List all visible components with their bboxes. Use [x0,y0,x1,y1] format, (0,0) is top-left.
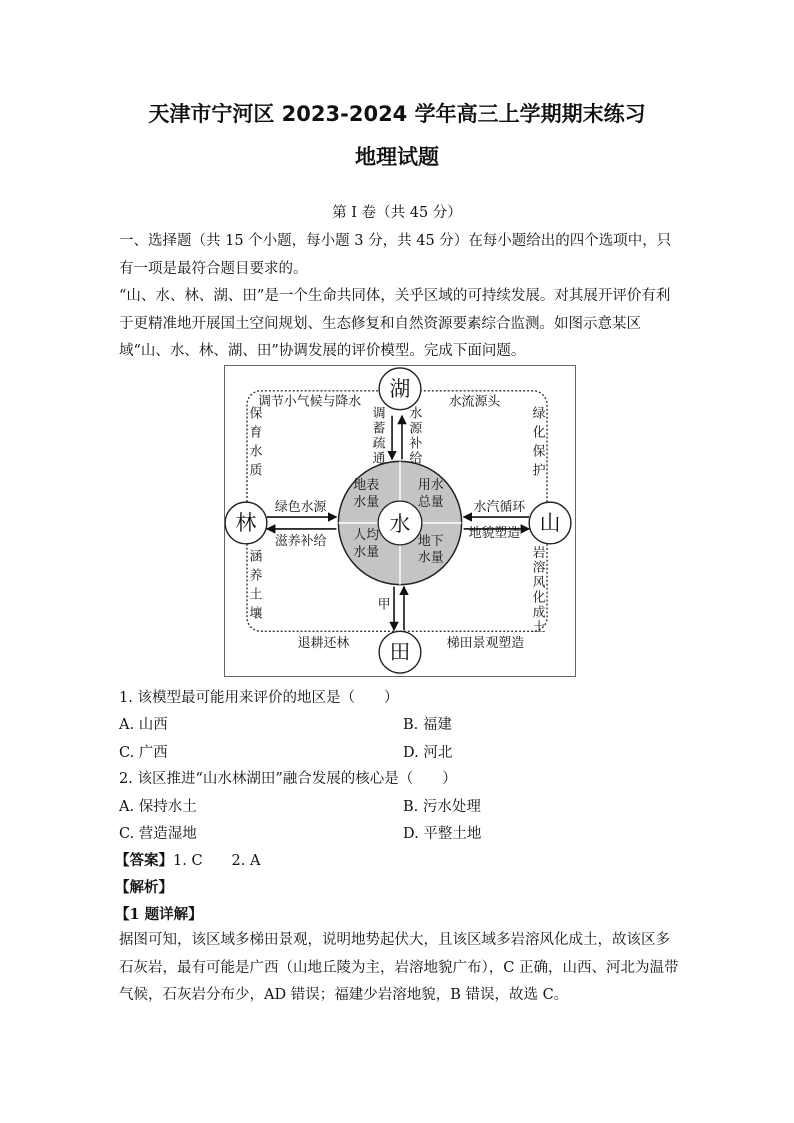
question-2-option-d: D. 平整土地 [403,826,482,842]
label-bottom-right: 梯田景观塑造 [446,636,525,652]
section-heading: 第 I 卷（共 45 分） [332,205,462,221]
analysis-label: 【解析】 [115,879,173,896]
quadrant-water-use: 用水总量 [417,478,444,511]
question-1-option-c: C. 广西 [119,745,168,761]
label-right-upper: 绿化保护 [532,406,546,479]
label-forest-top: 绿色水源 [274,500,327,516]
quadrant-per-capita-water: 人均水量 [353,527,380,560]
question-1-option-a: A. 山西 [119,717,168,733]
question-2-stem: 2. 该区推进“山水林湖田”融合发展的核心是（ ） [119,771,457,787]
material-text: “山、水、林、湖、田”是一个生命共同体，关乎区域的可持续发展。对其展开评价有利于更精准地开展国土空间规划、生态修复和自然资源要素综合监测。如图示意某区域“山、水、林、湖、田”协调发展的评价模型。完成下面问题。 [119,288,671,359]
evaluation-model-diagram [224,365,576,677]
exam-subject: 地理试题 [355,145,439,169]
label-top-right: 水流源头 [448,394,501,410]
section-instructions: 一、选择题（共 15 个小题，每小题 3 分，共 45 分）在每小题给出的四个选项中，只有一项是最符合题目要求的。 [119,233,672,277]
water-label: 水 [389,511,411,536]
label-field-left: 甲 [377,597,391,613]
forest-label: 林 [235,510,257,535]
lake-label: 湖 [389,376,411,401]
label-mountain-top: 水汽循环 [473,500,526,516]
label-top-left: 调节小气候与降水 [257,394,362,410]
quadrant-surface-water: 地表水量 [353,478,380,511]
label-mountain-bottom: 地貌塑造 [468,525,521,541]
label-right-lower: 岩溶风化成土 [532,545,546,636]
question-2-option-b: B. 污水处理 [403,799,481,815]
label-forest-bottom: 滋养补给 [274,533,327,549]
detail-label: 【1 题详解】 [115,906,203,923]
diagram-svg [225,366,575,676]
quadrant-groundwater: 地下水量 [417,533,444,566]
answer-line [115,849,260,870]
question-1-option-b: B. 福建 [403,717,452,733]
label-lake-right: 水源补给 [409,406,423,467]
question-1-stem: 1. 该模型最可能用来评价的地区是（ ） [119,690,399,706]
mountain-label: 山 [539,510,561,535]
exam-title: 天津市宁河区 2023-2024 学年高三上学期期末练习 [148,102,646,126]
label-bottom-left: 退耕还林 [297,636,350,652]
answer-values: 1. C 2. A [173,853,261,869]
detail-text: 据图可知，该区域多梯田景观，说明地势起伏大，且该区域多岩溶风化成土，故该区多石灰岩，最有可能是广西（山地丘陵为主，岩溶地貌广布），C 正确，山西、河北为温带气候，石灰岩分布少，AD 错误；福建少岩溶地貌，B 错误，故选 C。 [119,932,679,1003]
label-left-lower: 涵养土壤 [249,549,263,622]
question-1-option-d: D. 河北 [403,745,453,761]
label-lake-left: 调蓄疏通 [372,406,386,467]
question-2-option-c: C. 营造湿地 [119,826,197,842]
answer-label: 【答案】 [115,852,173,869]
question-2-option-a: A. 保持水土 [119,799,197,815]
label-left-upper: 保育水质 [249,406,263,479]
field-label: 田 [389,640,411,665]
